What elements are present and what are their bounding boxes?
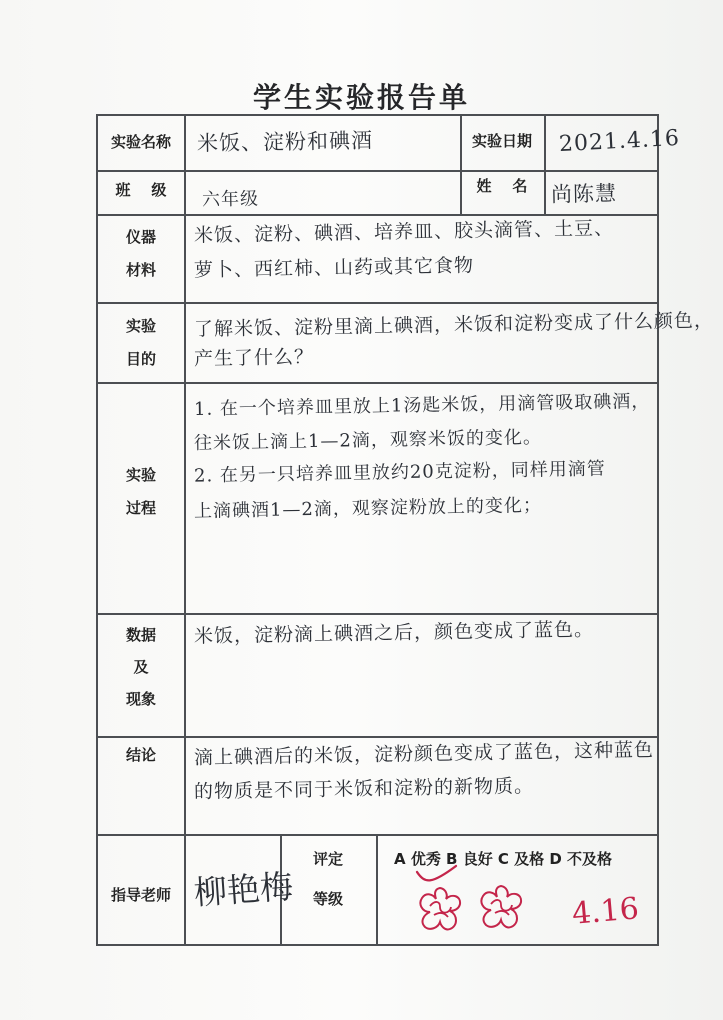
report-title: 学生实验报告单 <box>252 81 470 114</box>
purpose-line-2: 产生了什么？ <box>193 345 315 371</box>
phenomenon-label-line-3: 现象 <box>125 690 156 708</box>
conclusion-line-2: 的物质是不同于米饭和淀粉的新物质。 <box>193 775 535 803</box>
class-value: 六年级 <box>201 188 260 211</box>
experiment-name-label: 实验名称 <box>110 133 171 151</box>
date-divider-line <box>460 116 462 214</box>
date-value-line <box>544 116 546 214</box>
purpose-label-line-1: 实验 <box>125 317 156 335</box>
conclusion-label: 结论 <box>125 746 156 764</box>
excellent-check-mark <box>415 864 459 884</box>
report-form <box>96 114 715 946</box>
red-date-mark: 4.16 <box>570 891 641 932</box>
purpose-line-1: 了解米饭、淀粉里滴上碘酒，米饭和淀粉变成了什么颜色， <box>193 309 715 341</box>
label-column-line <box>184 116 186 946</box>
process-line-3: 2. 在另一只培养皿里放约20克淀粉，同样用滴管 <box>193 458 606 487</box>
purpose-label-line-2: 目的 <box>125 350 156 368</box>
row-line-3 <box>98 302 657 304</box>
name-value: 尚陈慧 <box>550 181 618 207</box>
row-line-1 <box>98 170 657 172</box>
equipment-label-line-1: 仪器 <box>125 228 156 246</box>
purpose-label <box>98 317 184 368</box>
teacher-signature: 柳艳梅 <box>192 866 295 913</box>
process-line-4: 上滴碘酒1—2滴，观察淀粉放上的变化； <box>193 494 543 523</box>
red-flower-seal-2 <box>476 882 526 932</box>
equipment-line-1: 米饭、淀粉、碘酒、培养皿、胶头滴管、土豆、 <box>193 217 615 247</box>
date-value: 2021.4.16 <box>558 125 681 158</box>
rating-label-line-2: 等级 <box>312 890 343 908</box>
phenomenon-line-1: 米饭，淀粉滴上碘酒之后，颜色变成了蓝色。 <box>193 618 595 648</box>
row-line-5 <box>98 613 657 615</box>
phenomenon-label-line-1: 数据 <box>125 626 156 644</box>
process-label-line-2: 过程 <box>125 499 156 517</box>
process-label-line-1: 实验 <box>125 466 156 484</box>
experiment-name-value: 米饭、淀粉和碘酒 <box>196 128 374 156</box>
row-line-4 <box>98 382 657 384</box>
equipment-label <box>98 228 184 279</box>
conclusion-line-1: 滴上碘酒后的米饭，淀粉颜色变成了蓝色，这种蓝色 <box>193 738 655 770</box>
phenomenon-label <box>98 626 184 708</box>
date-label: 实验日期 <box>471 132 532 150</box>
row-line-6 <box>98 736 657 738</box>
rating-label-line-1: 评定 <box>312 850 343 868</box>
phenomenon-label-line-2: 及 <box>133 658 149 676</box>
rating-label <box>280 850 376 908</box>
class-label: 班 级 <box>115 181 167 199</box>
process-label <box>98 466 184 517</box>
name-label: 姓 名 <box>476 177 528 195</box>
grade-divider-line <box>376 834 378 946</box>
grade-options: A 优秀 B 良好 C 及格 D 不及格 <box>394 850 613 868</box>
process-line-2: 往米饭上滴上1—2滴，观察米饭的变化。 <box>193 426 543 455</box>
equipment-line-2: 萝卜、西红柿、山药或其它食物 <box>193 254 475 282</box>
red-flower-seal-1 <box>415 884 465 934</box>
process-line-1: 1. 在一个培养皿里放上1汤匙米饭，用滴管吸取碘酒， <box>193 391 651 420</box>
equipment-label-line-2: 材料 <box>125 261 156 279</box>
row-line-2 <box>98 214 657 216</box>
teacher-label: 指导老师 <box>110 886 171 904</box>
